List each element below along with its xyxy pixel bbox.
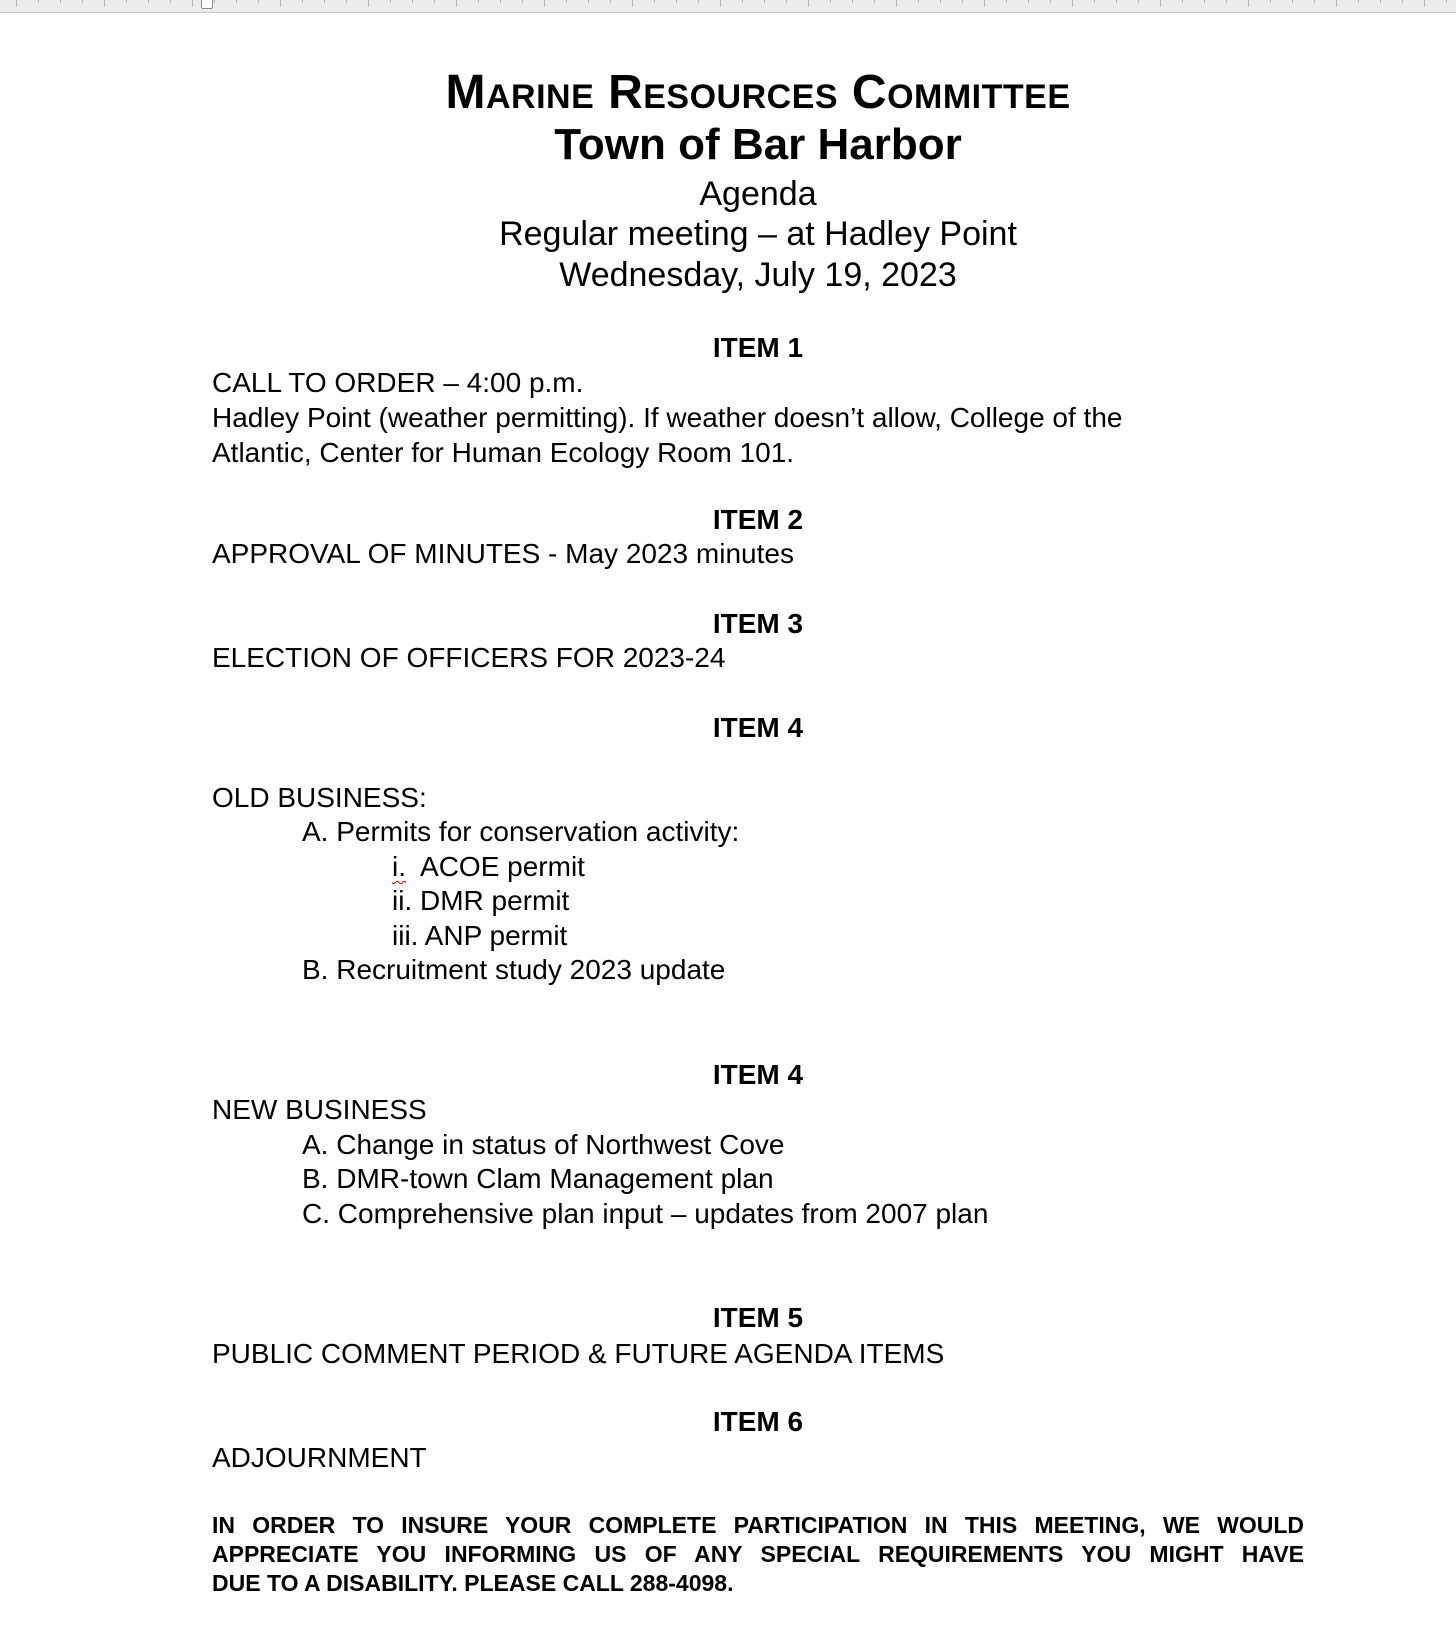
- ruler-tick: [1270, 0, 1271, 3]
- item-3-line-1: ELECTION OF OFFICERS FOR 2023-24: [212, 642, 726, 673]
- ruler-tick: [148, 0, 149, 3]
- ruler-tick: [1050, 0, 1051, 3]
- accessibility-notice: [212, 1511, 1304, 1598]
- ruler-tick: [412, 0, 413, 3]
- ruler-tick: [874, 0, 875, 3]
- document-type: Agenda: [699, 175, 817, 213]
- ruler-tick: [214, 0, 215, 3]
- item-5-line-1: PUBLIC COMMENT PERIOD & FUTURE AGENDA ITEMS: [212, 1338, 945, 1369]
- ruler-tick: [830, 0, 831, 3]
- document-subtitle: Town of Bar Harbor: [554, 120, 962, 169]
- new-business-item-b: B. DMR-town Clam Management plan: [302, 1163, 774, 1194]
- meeting-date: Wednesday, July 19, 2023: [559, 256, 957, 294]
- ruler-tick: [1072, 0, 1073, 7]
- document-title: Marine Resources Committee: [445, 66, 1071, 119]
- ruler-tick: [610, 0, 611, 3]
- notice-line-1: IN ORDER TO INSURE YOUR COMPLETE PARTICIPATION IN THIS MEETING, WE WOULD: [212, 1512, 1304, 1538]
- ruler-tick: [1358, 0, 1359, 3]
- item-2-heading: ITEM 2: [712, 504, 804, 535]
- notice-line-3: DUE TO A DISABILITY. PLEASE CALL 288-4098.: [212, 1570, 734, 1596]
- old-business-item-a-ii: ii. DMR permit: [392, 885, 570, 916]
- ruler-tick: [456, 0, 457, 7]
- ruler-tick: [500, 0, 501, 3]
- ruler: [0, 0, 1456, 13]
- ruler-tick: [1380, 0, 1381, 3]
- ruler-tick: [126, 0, 127, 3]
- indent-marker-icon[interactable]: [201, 0, 213, 9]
- item-5-heading: ITEM 5: [712, 1302, 804, 1333]
- old-business-item-b: B. Recruitment study 2023 update: [302, 954, 726, 985]
- ruler-tick: [236, 0, 237, 3]
- ruler-tick: [962, 0, 963, 3]
- ruler-tick: [808, 0, 809, 7]
- old-business-item-a-iii: iii. ANP permit: [392, 920, 568, 951]
- ruler-tick: [918, 0, 919, 3]
- new-business-title: NEW BUSINESS: [212, 1094, 427, 1125]
- ruler-tick: [390, 0, 391, 3]
- new-business-item-a: A. Change in status of Northwest Cove: [302, 1129, 785, 1160]
- ruler-tick: [368, 0, 369, 7]
- ruler-tick: [324, 0, 325, 3]
- ruler-tick: [170, 0, 171, 3]
- old-business-item-a-i: [392, 849, 585, 884]
- item-4-new-heading: ITEM 4: [712, 1059, 804, 1090]
- ruler-tick: [522, 0, 523, 3]
- ruler-tick: [1028, 0, 1029, 3]
- item-2-line-1: APPROVAL OF MINUTES - May 2023 minutes: [212, 538, 794, 569]
- ruler-tick: [588, 0, 589, 3]
- ruler-tick: [38, 0, 39, 3]
- ruler-tick: [544, 0, 545, 7]
- ruler-tick: [82, 0, 83, 3]
- old-business-item-a-i-text: ACOE permit: [406, 851, 585, 882]
- item-1-line-2: Hadley Point (weather permitting). If weather doesn’t allow, College of the: [212, 402, 1123, 433]
- ruler-tick: [1424, 0, 1425, 7]
- ruler-tick: [258, 0, 259, 3]
- ruler-tick: [852, 0, 853, 3]
- item-3-heading: ITEM 3: [712, 608, 804, 639]
- ruler-tick: [698, 0, 699, 3]
- item-1-heading: ITEM 1: [712, 332, 804, 363]
- ruler-tick: [1204, 0, 1205, 3]
- spelling-mark[interactable]: i.: [392, 851, 406, 882]
- item-1-line-3: Atlantic, Center for Human Ecology Room 101.: [212, 437, 795, 468]
- notice-line-2: APPRECIATE YOU INFORMING US OF ANY SPECIAL REQUIREMENTS YOU MIGHT HAVE: [212, 1541, 1304, 1567]
- ruler-tick: [1446, 0, 1447, 3]
- ruler-tick: [940, 0, 941, 3]
- ruler-tick: [984, 0, 985, 7]
- ruler-tick: [632, 0, 633, 7]
- document-page[interactable]: [0, 13, 1456, 1627]
- old-business-item-a: A. Permits for conservation activity:: [302, 816, 740, 847]
- meeting-location: Regular meeting – at Hadley Point: [499, 215, 1017, 253]
- ruler-tick: [720, 0, 721, 7]
- ruler-tick: [60, 0, 61, 3]
- new-business-item-c: C. Comprehensive plan input – updates from 2007 plan: [302, 1198, 989, 1229]
- ruler-tick: [742, 0, 743, 3]
- ruler-tick: [1116, 0, 1117, 3]
- ruler-tick: [302, 0, 303, 3]
- ruler-tick: [434, 0, 435, 3]
- ruler-tick: [1182, 0, 1183, 3]
- ruler-tick: [764, 0, 765, 3]
- ruler-tick: [280, 0, 281, 7]
- ruler-tick: [1160, 0, 1161, 7]
- ruler-tick: [676, 0, 677, 3]
- ruler-tick: [1292, 0, 1293, 3]
- ruler-tick: [192, 0, 193, 7]
- ruler-tick: [786, 0, 787, 3]
- ruler-tick: [346, 0, 347, 3]
- ruler-tick: [1226, 0, 1227, 3]
- ruler-tick: [1094, 0, 1095, 3]
- ruler-tick: [16, 0, 17, 7]
- ruler-tick: [1402, 0, 1403, 3]
- ruler-tick: [566, 0, 567, 3]
- item-4-old-heading: ITEM 4: [712, 712, 804, 743]
- ruler-tick: [896, 0, 897, 7]
- ruler-tick: [1336, 0, 1337, 7]
- item-6-heading: ITEM 6: [712, 1406, 804, 1437]
- old-business-title: OLD BUSINESS:: [212, 782, 427, 813]
- ruler-tick: [1138, 0, 1139, 3]
- ruler-tick: [1248, 0, 1249, 7]
- item-6-line-1: ADJOURNMENT: [212, 1442, 427, 1473]
- item-1-line-1: CALL TO ORDER – 4:00 p.m.: [212, 367, 584, 398]
- ruler-tick: [654, 0, 655, 3]
- ruler-tick: [1006, 0, 1007, 3]
- ruler-tick: [1314, 0, 1315, 3]
- ruler-tick: [104, 0, 105, 7]
- ruler-tick: [478, 0, 479, 3]
